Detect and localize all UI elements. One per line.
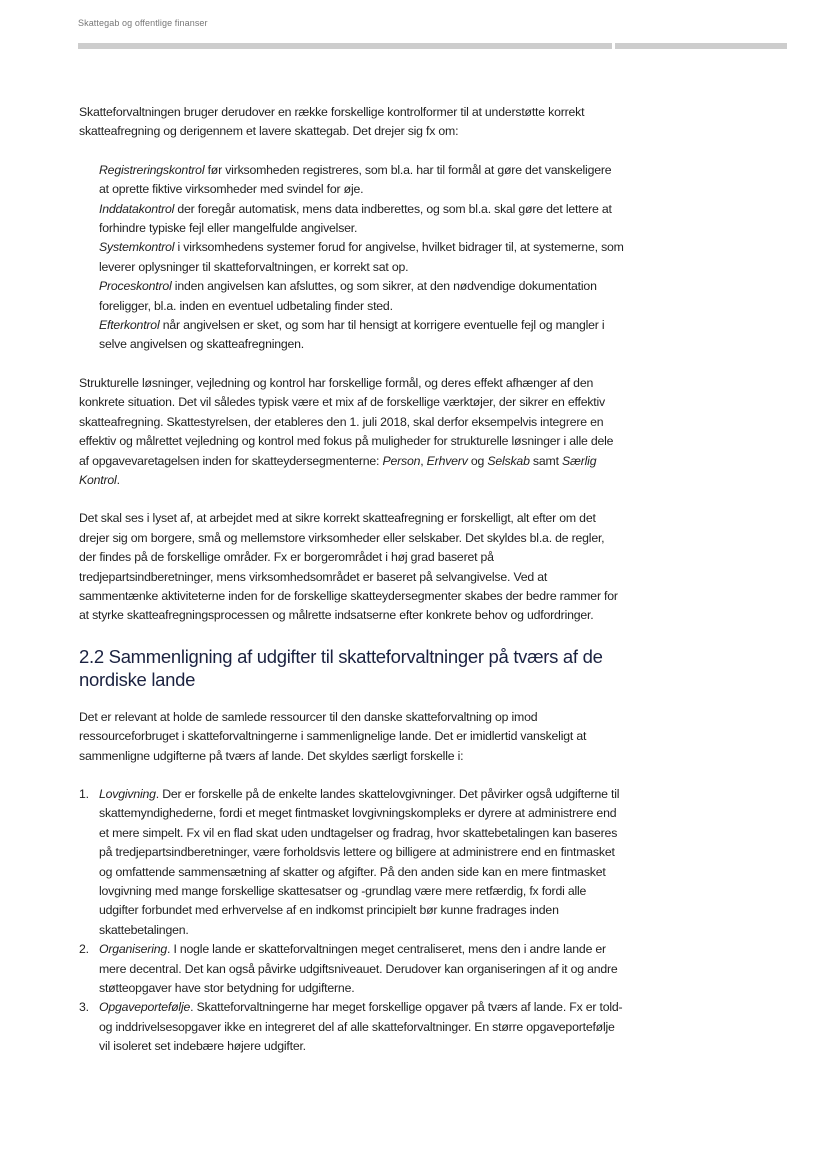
control-text: når angivelsen er sket, og som har til hensigt at korrigere eventuelle fejl og mangler i selve angivelsen og skatteafregningen. [99,318,605,352]
list-term: Lovgivning [99,786,156,801]
control-forms-list [79,161,624,355]
segment-selskab: Selskab [487,453,530,468]
list-number: 3. [79,1000,89,1015]
control-text: i virksomhedens systemer forud for angivelse, hvilket bidrager til, at systemerne, som leverer oplysninger til skatteforvaltningen, er korrekt sat op. [99,240,624,274]
list-text: . Skatteforvaltningerne har meget forskellige opgaver på tværs af lande. Fx er told- og inddrivelsesopgaver ikke en integreret del af alle skatteforvaltninger. En større opgaveportefølje vil isoleret set indebære højere udgifter. [99,1000,623,1054]
segment-erhverv: Erhverv [426,453,468,468]
list-number: 1. [79,786,89,801]
control-item [99,316,624,355]
intro-paragraph: Skatteforvaltningen bruger derudover en række forskellige kontrolformer til at understøtte korrekt skatteafregning og derigennem et lavere skattegab. Det drejer sig fx om: [79,105,585,139]
running-header: Skattegab og offentlige finanser [78,18,208,28]
list-item [79,998,624,1056]
control-item [99,161,624,200]
paragraph-structural-solutions: Strukturelle løsninger, vejledning og kontrol har forskellige formål, og deres effekt afhænger af den konkrete situation. Det vil således typisk være et mix af de forskellige værktøjer, der sikrer en effektiv skatteafregning. Skattestyrelsen, der etableres den 1. juli 2018, skal derfor eksempelvis integrere en effektiv og målrettet vejledning og kontrol med fokus på muligheder for strukturelle løsninger i alle dele af opgavevaretagelsen inden for skatteydersegmenterne: Person, Erhverv og Selskab samt Særlig Kontrol. [79,375,614,487]
differences-list [79,785,624,1057]
control-term: Efterkontrol [99,318,160,333]
section-heading: 2.2 Sammenligning af udgifter til skatteforvaltninger på tværs af de nordiske lande [79,645,603,690]
control-term: Proceskontrol [99,279,172,294]
list-text: . Der er forskelle på de enkelte landes skattelovgivninger. Det påvirker også udgifterne til skattemyndighederne, fordi et meget fintmasket lovgivningskompleks er dyrere at administrere end et mere simpelt. Fx vil en flad skat uden undtagelser og fradrag, hvor skattebetalingen kan baseres på tredjepartsindberetninger, være forholdsvis lettere og billigere at administrere end en fintmasket og omfattende sammensætning af skatter og afgifter. På den anden side kan en mere fintmasket lovgivning med mange forskellige skattesatser og -grundlag være mere retfærdig, fx fordi alle udgifter forbundet med erhvervelse af en indkomst principielt bør kunne fradrages inden skattebetalingen. [99,786,620,937]
control-term: Systemkontrol [99,240,175,255]
list-term: Opgaveportefølje [99,1000,191,1015]
control-text: inden angivelsen kan afsluttes, og som sikrer, at den nødvendige dokumentation foreligger, bl.a. inden en eventuel udbetaling finder sted. [99,279,597,313]
list-item [79,940,624,998]
control-text: der foregår automatisk, mens data indberettes, og som bl.a. skal gøre det lettere at forhindre typiske fejl eller mangelfulde angivelser. [99,201,612,236]
list-number: 2. [79,942,89,957]
control-item [99,200,624,239]
control-term: Registreringskontrol [99,162,205,177]
header-rule [78,43,787,49]
page-content [79,103,624,1057]
segment-saerlig-kontrol: Særlig Kontrol [79,453,597,487]
list-term: Organisering [99,942,168,957]
section-intro-paragraph: Det er relevant at holde de samlede ressourcer til den danske skatteforvaltning op imod ressourceforbruget i skatteforvaltningerne i sammenlignelige lande. Det er imidlertid vanskeligt at sammenligne udgifterne på tværs af lande. Det skyldes særligt forskelle i: [79,709,587,763]
segment-person: Person [382,453,421,468]
control-item [99,238,624,277]
control-text: før virksomheden registreres, som bl.a. har til formål at gøre det vanskeligere at oprette fiktive virksomheder med svindel for øje. [99,162,612,197]
paragraph-segments: Det skal ses i lyset af, at arbejdet med at sikre korrekt skatteafregning er forskelligt, alt efter om det drejer sig om borgere, små og mellemstore virksomheder eller selskaber. Det skyldes bl.a. de regler, der findes på de forskellige områder. Fx er borgerområdet i høj grad baseret på tredjepartsindberetninger, mens virksomhedsområdet er baseret på selvangivelse. Ved at sammentænke aktiviteterne inden for de forskellige skatteydersegmenter skabes der bedre rammer for at styrke skatteafregningsprocessen og målrette indsatserne efter konkrete behov og udfordringer. [79,511,618,623]
control-term: Inddatakontrol [99,201,175,216]
header-rule-notch [612,43,615,49]
list-item [79,785,624,940]
list-text: . I nogle lande er skatteforvaltningen meget centraliseret, mens den i andre lande er mere decentral. Det kan også påvirke udgiftsniveauet. Derudover kan organiseringen af it og andre støtteopgaver have stor betydning for udgifterne. [99,942,618,996]
control-item [99,277,624,316]
